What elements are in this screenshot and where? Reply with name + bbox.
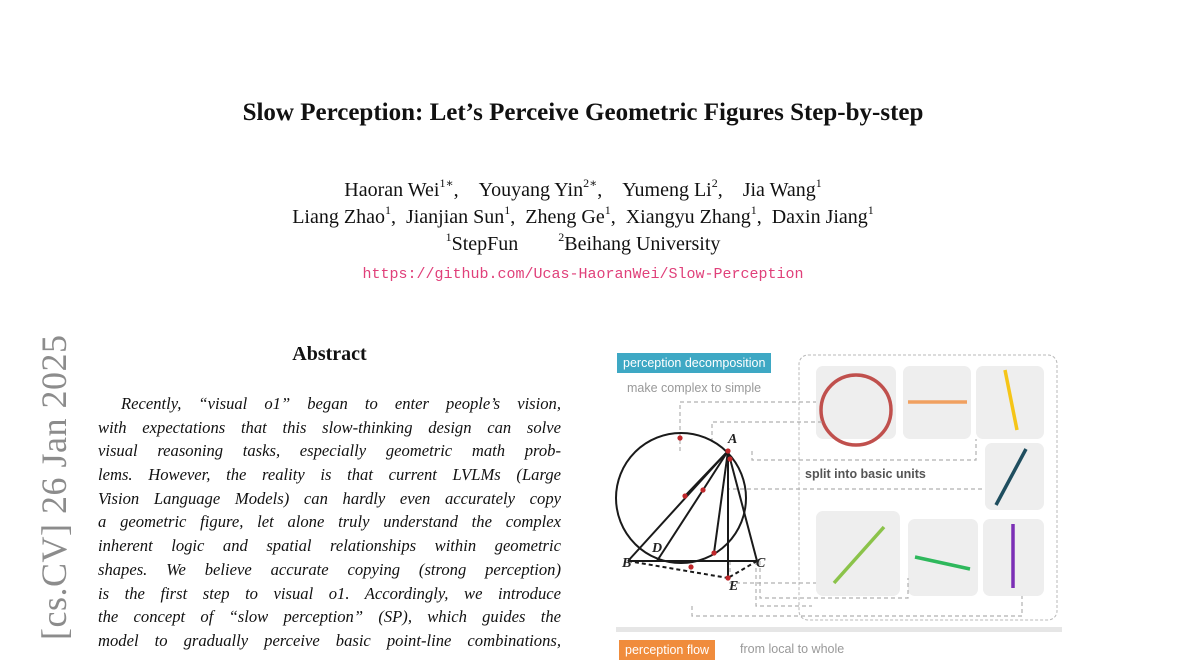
abstract-line: a geometric figure, let alone truly understand the complex xyxy=(98,512,561,532)
author-affiliation-mark: 1 xyxy=(750,203,757,217)
author-name: Zheng Ge xyxy=(525,206,605,228)
tag-perception-flow: perception flow xyxy=(619,640,715,660)
author-name: Daxin Jiang xyxy=(771,206,868,228)
affiliation-name: StepFun xyxy=(451,233,519,255)
point-label-b: B xyxy=(622,556,632,571)
author-affiliation-mark: 1 xyxy=(604,203,611,217)
point-marker xyxy=(688,564,693,569)
author-name: Yumeng Li xyxy=(622,179,712,201)
subtitle-local-to-whole: from local to whole xyxy=(740,642,845,656)
abstract-line: Recently, “visual o1” began to enter people’s vision, xyxy=(121,394,561,413)
affiliation-name: Beihang University xyxy=(564,233,721,255)
author-affiliation-mark: 1∗ xyxy=(439,176,454,190)
author-affiliation-mark: 1 xyxy=(504,203,511,217)
abstract-line: shapes. We believe accurate copying (strong perception) xyxy=(98,559,561,579)
author-affiliation-mark: 1 xyxy=(815,176,822,190)
authors-line-1: Haoran Wei$^{1∗}$, Youyang Yin$^{2∗}$, Yumeng Li$^2$, Jia Wang$^1$ xyxy=(344,176,822,201)
point-marker xyxy=(682,493,687,498)
tag-perception-decomposition: perception decomposition xyxy=(617,353,771,373)
abstract-line: with expectations that this slow-thinking design can solve xyxy=(98,417,561,437)
abstract-line: is the first step to visual o1. Accordingly, we introduce xyxy=(98,583,561,603)
affiliation-mark: 1 xyxy=(445,230,452,244)
author-name: Jia Wang xyxy=(742,179,816,201)
point-label-a: A xyxy=(728,432,738,447)
abstract-line: visual reasoning tasks, especially geometric math prob- xyxy=(98,441,561,461)
point-label-c: C xyxy=(756,556,766,571)
affiliations-line xyxy=(0,230,1166,256)
abstract-line: model to gradually perceive basic point-line combinations, xyxy=(98,630,561,650)
abstract-line: inherent logic and spatial relationships within geometric xyxy=(98,536,561,556)
geometry-figure xyxy=(616,433,757,578)
author-affiliation-mark: 2 xyxy=(711,176,718,190)
point-label-e: E xyxy=(729,579,739,594)
project-url[interactable]: https://github.com/Ucas-HaoranWei/Slow-Perception xyxy=(362,266,804,283)
abstract-line: Vision Language Models) can hardly even accurately copy xyxy=(98,488,561,508)
point-marker xyxy=(700,487,705,492)
author-affiliation-mark: 1 xyxy=(384,203,391,217)
authors-line-2: Liang Zhao$^1$, Jianjian Sun$^1$, Zheng Ge$^1$, Xiangyu Zhang$^1$, Daxin Jiang$^1$ xyxy=(292,203,874,228)
author-name: Youyang Yin xyxy=(478,179,584,201)
point-marker xyxy=(725,448,730,453)
split-label: split into basic units xyxy=(805,467,926,481)
abstract-heading: Abstract xyxy=(292,343,367,365)
overview-figure xyxy=(612,348,1068,657)
author-name: Liang Zhao xyxy=(292,206,385,228)
point-marker xyxy=(677,435,682,440)
point-marker xyxy=(727,456,732,461)
unit-card-navy xyxy=(985,443,1044,510)
abstract-line: the concept of “slow perception” (SP), which guides the xyxy=(98,607,561,627)
author-name: Haoran Wei xyxy=(344,179,440,201)
author-affiliation-mark: 2∗ xyxy=(583,176,598,190)
point-marker xyxy=(711,550,716,555)
abstract-line: lems. However, the reality is that current LVLMs (Large xyxy=(98,465,561,485)
figure-separator xyxy=(616,627,1062,632)
author-name: Jianjian Sun xyxy=(405,206,505,228)
author-affiliation-mark: 1 xyxy=(867,203,874,217)
subtitle-make-simple: make complex to simple xyxy=(627,381,762,395)
point-label-d: D xyxy=(652,541,663,556)
author-name: Xiangyu Zhang xyxy=(625,206,751,228)
affiliation-mark: 2 xyxy=(558,230,565,244)
paper-title: Slow Perception: Let’s Perceive Geometric Figures Step-by-step xyxy=(242,99,924,126)
abstract-body xyxy=(98,392,561,653)
arxiv-stamp: [cs.CV] 26 Jan 2025 xyxy=(34,334,74,640)
